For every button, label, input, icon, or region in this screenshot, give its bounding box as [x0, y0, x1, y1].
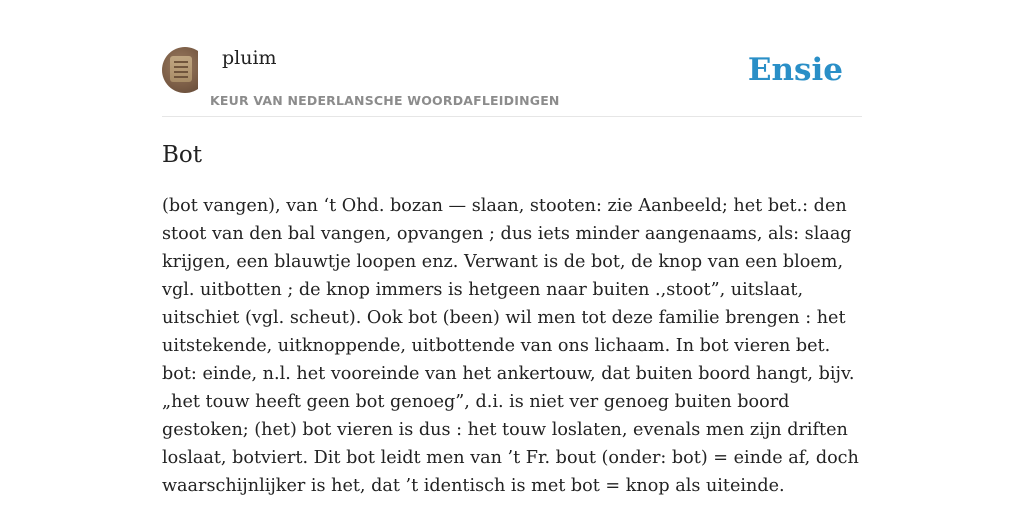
entry-title: Bot	[162, 142, 202, 168]
book-cover-icon	[170, 56, 192, 82]
entry-card	[162, 0, 862, 496]
source-name[interactable]: KEUR VAN NEDERLANSCHE WOORDAFLEIDINGEN	[210, 93, 560, 108]
entry-text: (bot vangen), van ‘t Ohd. bozan — slaan, stooten: zie Aanbeeld; het bet.: den stoot van den bal vangen, opvangen ; dus iets minder aangenaams, als: slaag krijgen, een blauwtje loopen enz. Verwant is de bot, de knop van een bloem, vgl. uitbotten ; de knop immers is hetgeen naar buiten .,stoot”, uitslaat, uitschiet (vgl. scheut). Ook bot (been) wil men tot deze familie brengen : het uitstekende, uitknoppende, uitbottende van ons lichaam. In bot vieren bet. bot: einde, n.l. het vooreinde van het ankertouw, dat buiten boord hangt, bijv. „het touw heeft geen bot genoeg”, d.i. is niet ver genoeg buiten boord gestoken; (het) bot vieren is dus : het touw loslaten, evenals men zijn driften loslaat, botviert. Dit bot leidt men van ’t Fr. bout (onder: bot) = einde af, doch waarschijnlijker is het, dat ’t identisch is met bot = knop als uiteinde.	[162, 196, 859, 496]
entry-header	[162, 0, 862, 117]
author-avatar[interactable]	[162, 47, 208, 93]
brand-logo[interactable]: Ensie	[747, 52, 843, 88]
author-name[interactable]: pluim	[222, 47, 277, 69]
